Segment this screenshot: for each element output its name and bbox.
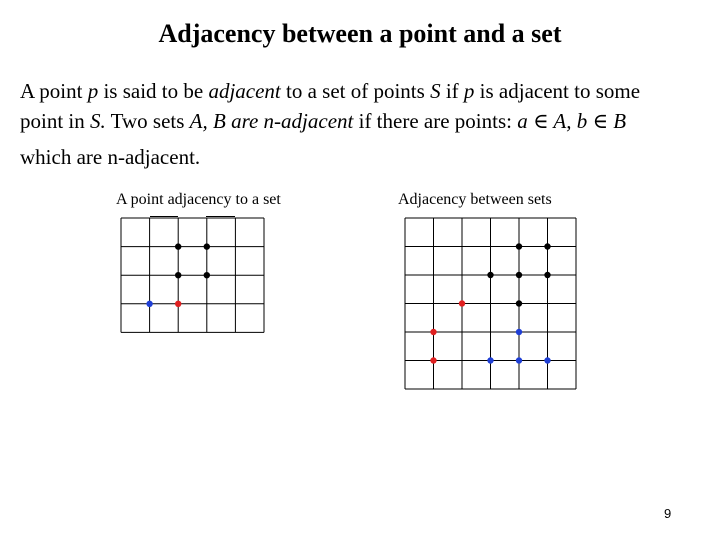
grid-point-blue: [516, 357, 522, 363]
grid-point-black: [175, 272, 181, 278]
grid-point-red: [175, 301, 181, 307]
text-run: if: [440, 79, 464, 103]
var-p: p: [463, 79, 475, 103]
grid-point-blue: [516, 329, 522, 335]
text-run: A point: [20, 79, 88, 103]
text-run: point in: [20, 109, 91, 133]
grid-point-black: [487, 272, 493, 278]
var-p: p: [87, 79, 99, 103]
text-run: to a set of points: [280, 79, 431, 103]
text-run: Two sets: [105, 109, 190, 133]
grid-point-black: [516, 243, 522, 249]
grid-point-black: [544, 272, 550, 278]
slide-number: 9: [664, 506, 672, 521]
grid-point-red: [459, 300, 465, 306]
grid-point-red: [430, 329, 436, 335]
grid-point-black: [544, 243, 550, 249]
slide-title: Adjacency between a point and a set: [158, 19, 562, 48]
grid-point-set: [121, 217, 264, 333]
caption-between-sets: Adjacency between sets: [398, 191, 552, 208]
text-run: if there are points:: [353, 109, 518, 133]
membership-expression: a ∈ A, b ∈ B: [517, 109, 627, 133]
var-sets: A, B: [189, 109, 226, 133]
grid-point-black: [516, 272, 522, 278]
term-adjacent: adjacent: [208, 79, 281, 103]
grid-point-black: [204, 272, 210, 278]
grid-point-red: [430, 357, 436, 363]
caption-point-set: A point adjacency to a set: [116, 191, 281, 208]
grid-point-black: [175, 243, 181, 249]
var-S: S: [430, 79, 441, 103]
grid-point-blue: [487, 357, 493, 363]
grid-point-black: [204, 243, 210, 249]
grid-point-black: [516, 300, 522, 306]
var-S: S.: [90, 109, 106, 133]
term-n-adjacent: are n-adjacent: [231, 109, 354, 133]
grid-point-blue: [146, 301, 152, 307]
grid-point-blue: [544, 357, 550, 363]
text-run: is adjacent to some: [474, 79, 641, 103]
text-run: is said to be: [98, 79, 209, 103]
grid-between-sets: [405, 218, 576, 389]
body-line-3: which are n-adjacent.: [20, 145, 201, 169]
